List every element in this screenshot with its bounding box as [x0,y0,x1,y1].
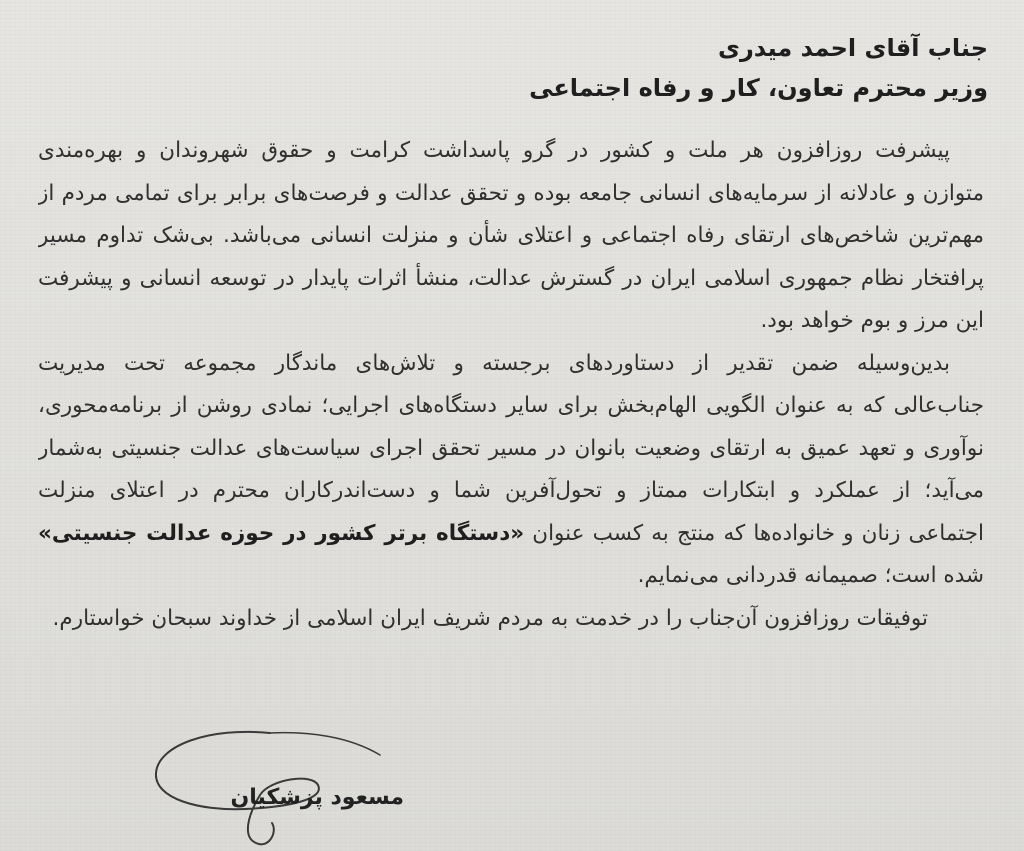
body-line: این مرز و بوم خواهد بود. [760,308,984,333]
signature-block [150,715,410,851]
recipient-name: جناب آقای احمد میدری [717,34,988,62]
closing-line: توفیقات روزافزون آن‌جناب را در خدمت به مردم شریف ایران اسلامی از خداوند سبحان خواستارم. [52,605,928,631]
body-line: می‌آید؛ از عملکرد و ابتکارات ممتاز و تحول‌آفرین شما و دست‌اندرکاران محترم در اعتلای منزلت [38,478,984,503]
body-line: نوآوری و تعهد عمیق به ارتقای وضعیت بانوان در مسیر تحقق اجرای سیاست‌های عدالت جنسیتی به‌شمار [38,435,984,461]
body-line: شده است؛ صمیمانه قدردانی می‌نمایم. [637,563,984,588]
body-line-award [38,513,984,556]
body-line: پیشرفت روزافزون هر ملت و کشور در گرو پاسداشت کرامت و حقوق شهروندان و بهره‌مندی [38,138,950,163]
recipient-title: وزیر محترم تعاون، کار و رفاه اجتماعی [529,74,988,102]
award-title: «دستگاه برتر کشور در حوزه عدالت جنسیتی» [38,520,525,546]
letter-body [38,130,984,640]
handwritten-signature [150,715,410,851]
body-line: پرافتخار نظام جمهوری اسلامی ایران در گسترش عدالت، منشأ اثرات پایدار در توسعه انسانی و پیشرفت [38,265,984,291]
body-line: مهم‌ترین شاخص‌های ارتقای رفاه اجتماعی و اعتلای شأن و منزلت انسانی می‌باشد. بی‌شک تداوم مسیر [38,223,984,248]
body-line: متوازن و عادلانه از سرمایه‌های انسانی جامعه بوده و تحقق عدالت و فرصت‌های برابر برای تمامی مردم از [38,180,984,206]
award-intro: اجتماعی زنان و خانواده‌ها که منتج به کسب عنوان [532,520,984,546]
body-line: بدین‌وسیله ضمن تقدیر از دستاوردهای برجسته و تلاش‌های ماندگار مجموعه تحت مدیریت [38,350,950,376]
body-line: جناب‌عالی که به عنوان الگویی الهام‌بخش برای سایر دستگاه‌های اجرایی؛ نمادی روشن از برنامه‌محوری، [38,393,984,418]
signer-name: مسعود پزشکیان [230,785,404,810]
salutation [529,28,988,108]
